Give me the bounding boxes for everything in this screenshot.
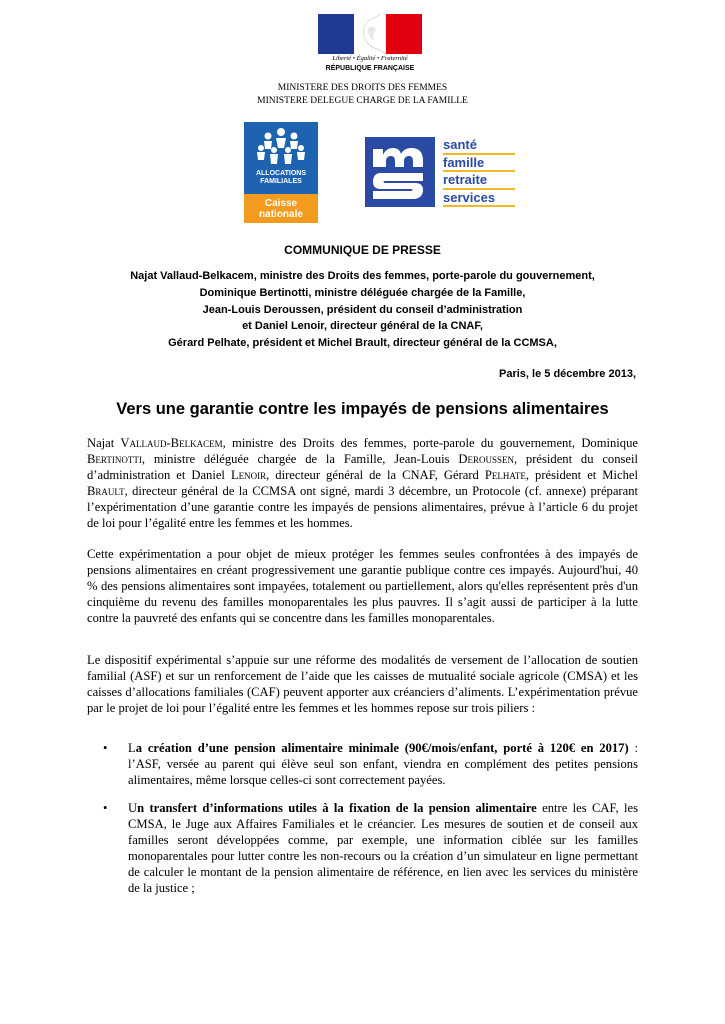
msa-item-sante: santé: [443, 137, 515, 155]
signatories-block: [0, 268, 725, 352]
date-line: Paris, le 5 décembre 2013,: [499, 368, 636, 380]
list-item: • Un transfert d’informations utiles à la fixation de la pension alimentaire entre les CAF, les CMSA, le Juge aux Affaires Familiales et le créancier. Les mesures de soutien et de conseil aux familles seront développées comme, par exemple, une information ciblée sur les familles monoparentales pour lutter contre les non-recours ou la création d’un simulateur en ligne permettant de calculer le montant de la pension alimentaire de référence, en lien avec les services du ministère de la justice ;: [103, 801, 638, 895]
ministry-line-2: MINISTERE DELEGUE CHARGE DE LA FAMILLE: [257, 96, 468, 106]
ministries-header: [0, 82, 725, 108]
signatory-line: Gérard Pelhate, président et Michel Brault, directeur général de la CCMSA,: [168, 337, 557, 350]
paragraph-3: Le dispositif expérimental s’appuie sur une réforme des modalités de versement de l’allocation de soutien familial (ASF) et sur un renforcement de l’aide que les caisses de mutualité sociale agricole (CMSA) et les caisses d’allocations familiales (CAF) peuvent apporter aux créanciers d’aliments. L’expérimentation prévue par le projet de loi pour l’égalité entre les femmes et les hommes repose sur trois piliers :: [87, 653, 638, 715]
paragraph-2: Cette expérimentation a pour objet de mieux protéger les femmes seules confrontées à des impayés de pensions alimentaires en créant progressivement une garantie publique contre ces impayés. Aujourd'hui, 40 % des pensions alimentaires sont impayées, totalement ou partiellement, alors qu'elles représentent près d'un cinquième du revenu des familles monoparentales les plus pauvres. Il s’agit aussi de participer à la lutte contre la pauvreté des enfants qui se concentre dans les familles monoparentales.: [87, 547, 638, 625]
caf-label-bottom: Caisse nationale: [259, 198, 303, 220]
republic-name: RÉPUBLIQUE FRANÇAISE: [325, 65, 415, 72]
marianne-flag-icon: [318, 14, 422, 54]
signatory-line: Jean-Louis Deroussen, président du conseil d’administration: [202, 303, 523, 316]
pillars-list: [87, 740, 638, 908]
signatory-line: Najat Vallaud-Belkacem, ministre des Droits des femmes, porte-parole du gouvernement,: [130, 270, 595, 282]
list-item: • La création d’une pension alimentaire minimale (90€/mois/enfant, porté à 120€ en 2017) : l’ASF, versée au parent qui élève seul son enfant, viendra en complément des petites pensions alimentaires, même lorsque celles-ci sont correctement payées.: [103, 741, 639, 787]
msa-monogram-icon: [365, 137, 435, 207]
msa-item-retraite: retraite: [443, 172, 515, 190]
msa-logo: [365, 137, 515, 209]
paragraph-1: Najat Vallaud-Belkacem, ministre des Droits des femmes, porte-parole du gouvernement, Dominique Bertinotti, ministre déléguée chargée de la Famille, Jean-Louis Deroussen, président du conseil d’administration et Daniel Lenoir, directeur général de la CNAF, Gérard Pelhate, président et Michel Brault, directeur général de la CCMSA ont signé, mardi 3 décembre, un Protocole (cf. annexe) préparant l’expérimentation d’une garantie contre les impayés de pensions alimentaires, prévue à l’article 6 du projet de loi pour l’égalité entre les femmes et les hommes.: [87, 436, 638, 530]
bullet-icon: •: [103, 801, 108, 815]
document-title: COMMUNIQUE DE PRESSE: [284, 243, 441, 257]
msa-tagline: [443, 137, 515, 207]
bullet-icon: •: [103, 741, 108, 755]
headline: Vers une garantie contre les impayés de pensions alimentaires: [116, 400, 609, 418]
msa-item-famille: famille: [443, 155, 515, 173]
caf-label-top: ALLOCATIONS FAMILIALES: [255, 170, 307, 185]
republique-francaise-logo: [315, 14, 425, 78]
signatory-line: et Daniel Lenoir, directeur général de la CNAF,: [242, 320, 483, 333]
msa-item-services: services: [443, 190, 515, 208]
republic-motto: Liberté • Égalité • Fraternité: [332, 55, 408, 62]
family-figures-icon: [254, 126, 308, 168]
ministry-line-1: MINISTERE DES DROITS DES FEMMES: [277, 83, 448, 93]
signatory-line: Dominique Bertinotti, ministre déléguée chargée de la Famille,: [199, 286, 526, 299]
caf-logo: [244, 122, 318, 223]
